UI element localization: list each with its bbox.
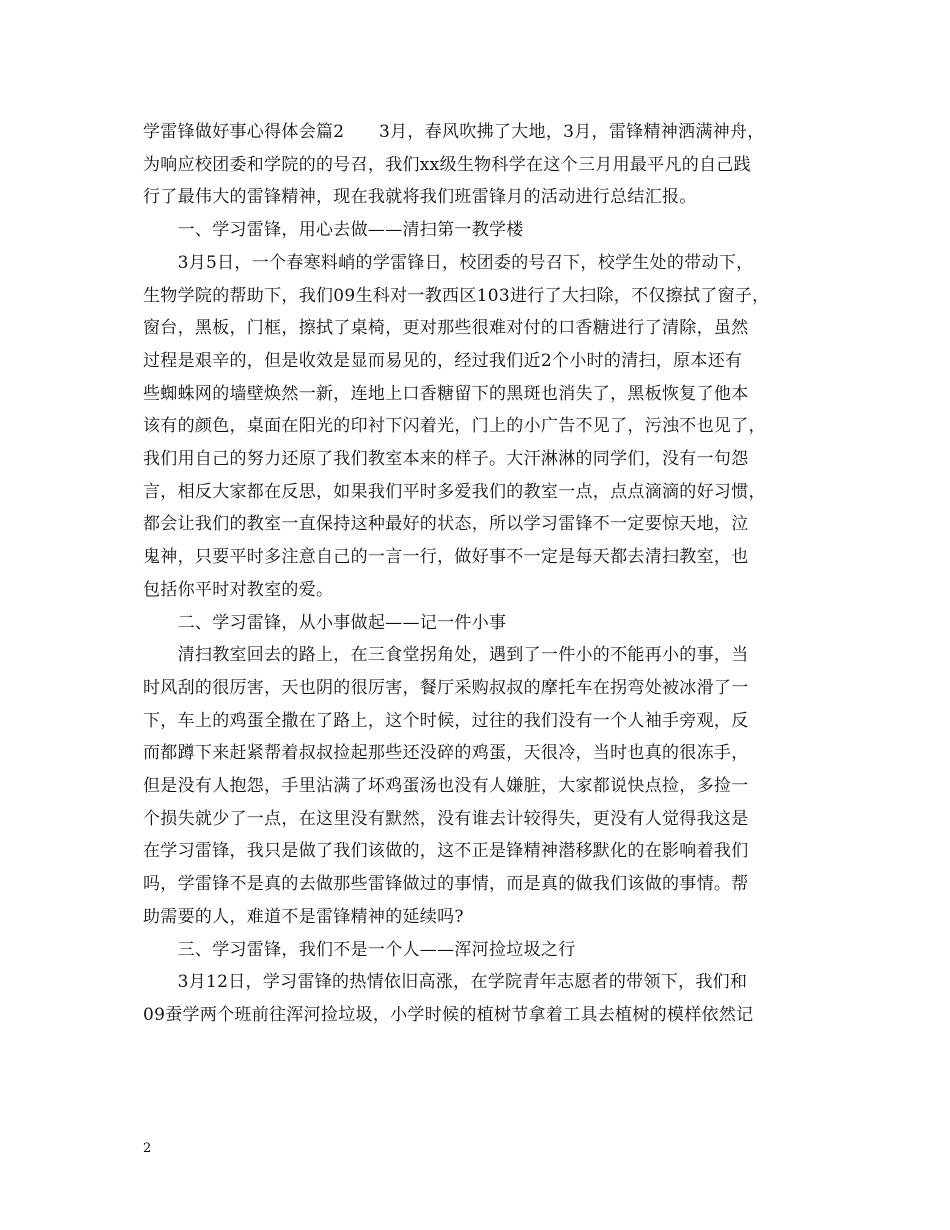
text-line: 一、学习雷锋，用心去做——清扫第一教学楼: [143, 220, 524, 240]
text-line: 行了最伟大的雷锋精神，现在我就将我们班雷锋月的活动进行总结汇报。: [143, 187, 697, 207]
text-line: 该有的颜色，桌面在阳光的印衬下闪着光，门上的小广告不见了，污浊不也见了，: [143, 416, 766, 436]
text-line: 鬼神，只要平时多注意自己的一言一行，做好事不一定是每天都去清扫教室，也: [143, 547, 749, 567]
text-line: 我们用自己的努力还原了我们教室本来的样子。大汗淋淋的同学们，没有一句怨: [143, 449, 749, 469]
text-line: 09蚕学两个班前往浑河捡垃圾，小学时候的植树节拿着工具去植树的模样依然记: [143, 1005, 754, 1025]
text-line: 3月12日，学习雷锋的热情依旧高涨，在学院青年志愿者的带领下，我们和: [143, 972, 748, 992]
text-line: 时风刮的很厉害，天也阴的很厉害，餐厅采购叔叔的摩托车在拐弯处被冰滑了一: [143, 678, 749, 698]
text-line: 清扫教室回去的路上，在三食堂拐角处，遇到了一件小的不能再小的事，当: [143, 645, 749, 665]
text-line: 3月5日，一个春寒料峭的学雷锋日，校团委的号召下，校学生处的带动下，: [143, 253, 754, 273]
text-line: 生物学院的帮助下，我们09生科对一教西区103进行了大扫除，不仅擦拭了窗子，: [143, 286, 770, 306]
text-line: 些蜘蛛网的墙壁焕然一新，连地上口香糖留下的黑斑也消失了，黑板恢复了他本: [143, 384, 749, 404]
text-line: 学雷锋做好事心得体会篇2 3月，春风吹拂了大地，3月，雷锋精神洒满神舟，: [143, 122, 765, 142]
text-line: 个损失就少了一点，在这里没有默然，没有谁去计较得失，更没有人觉得我这是: [143, 809, 749, 829]
text-line: 而都蹲下来赶紧帮着叔叔捡起那些还没碎的鸡蛋，天很冷，当时也真的很冻手，: [143, 743, 749, 763]
text-line: 为响应校团委和学院的的号召，我们xx级生物科学在这个三月用最平凡的自己践: [143, 155, 751, 175]
text-line: 包括你平时对教室的爱。: [143, 580, 334, 600]
page-number: 2: [143, 1141, 152, 1156]
text-line: 在学习雷锋，我只是做了我们该做的，这不正是锋精神潜移默化的在影响着我们: [143, 841, 749, 861]
text-line: 但是没有人抱怨，手里沾满了坏鸡蛋汤也没有人嫌脏，大家都说快点捡，多捡一: [143, 776, 749, 796]
text-line: 助需要的人，难道不是雷锋精神的延续吗?: [143, 907, 464, 927]
text-line: 三、学习雷锋，我们不是一个人——浑河捡垃圾之行: [143, 940, 576, 960]
text-line: 窗台，黑板，门框，擦拭了桌椅，更对那些很难对付的口香糖进行了清除，虽然: [143, 318, 749, 338]
text-line: 都会让我们的教室一直保持这种最好的状态，所以学习雷锋不一定要惊天地，泣: [143, 514, 749, 534]
text-line: 二、学习雷锋，从小事做起——记一件小事: [143, 613, 507, 633]
text-line: 过程是艰辛的，但是收效是显而易见的，经过我们近2个小时的清扫，原本还有: [143, 351, 743, 371]
text-line: 吗，学雷锋不是真的去做那些雷锋做过的事情，而是真的做我们该做的事情。帮: [143, 874, 749, 894]
text-line: 下，车上的鸡蛋全撒在了路上，这个时候，过往的我们没有一个人袖手旁观，反: [143, 711, 749, 731]
text-line: 言，相反大家都在反思，如果我们平时多爱我们的教室一点，点点滴滴的好习惯，: [143, 482, 766, 502]
